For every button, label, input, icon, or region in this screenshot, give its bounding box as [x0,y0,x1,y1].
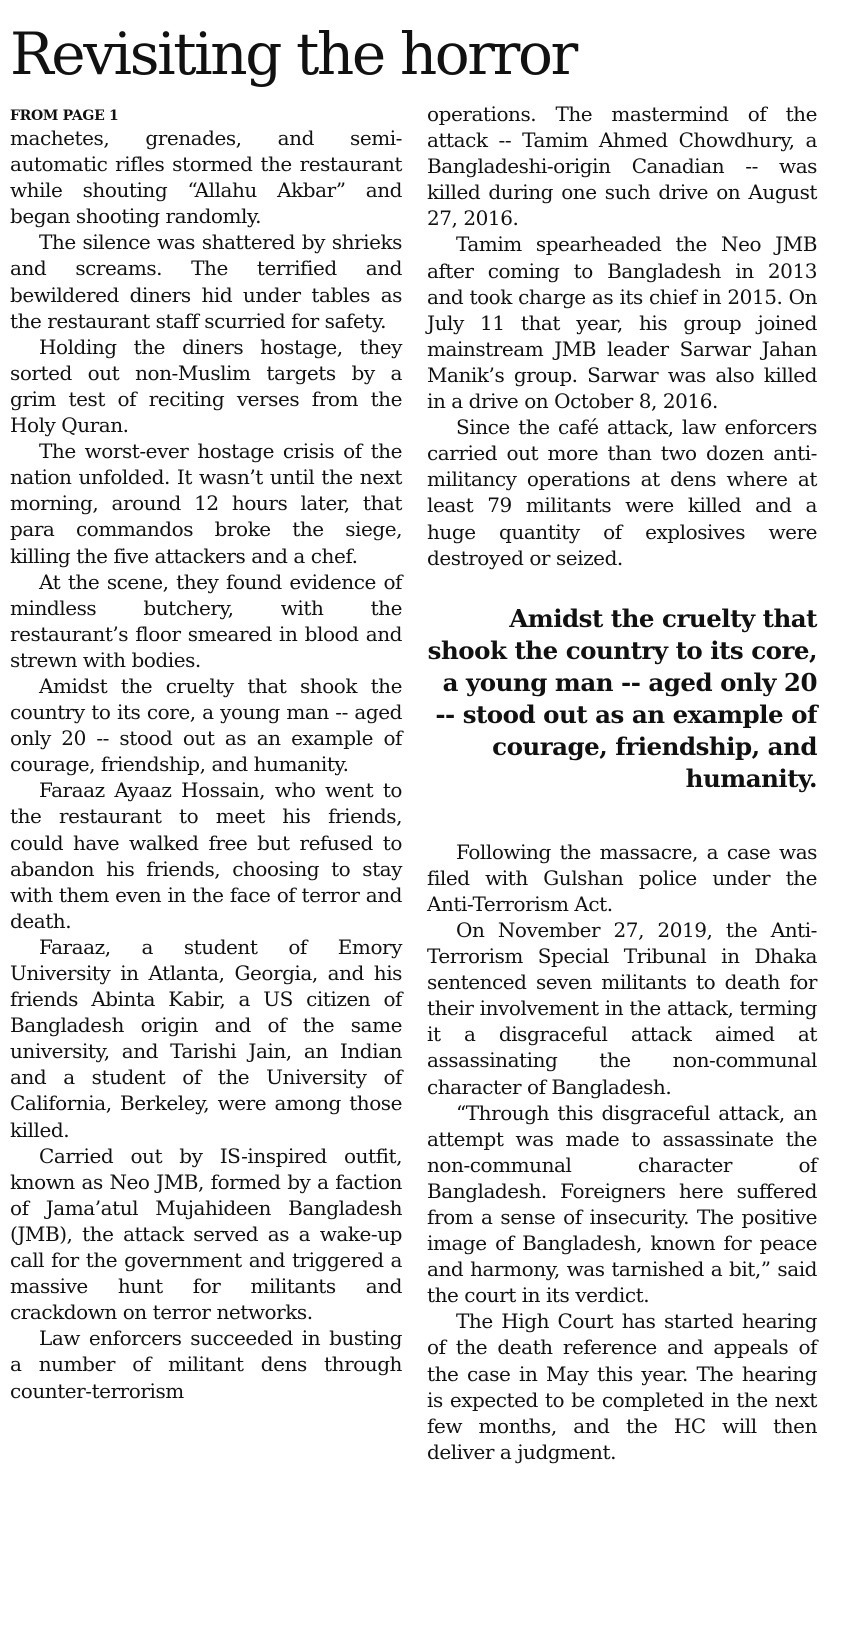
body-paragraph: Holding the diners hostage, they sorted out non-Muslim targets by a grim test of reciting verses from the Holy Quran. [10,334,402,438]
body-paragraph: The silence was shattered by shrieks and screams. The terrified and bewildered diners hid under tables as the restaurant staff scurried for safety. [10,230,402,333]
body-paragraph: On November 27, 2019, the Anti-Terrorism Special Tribunal in Dhaka sentenced seven militants to death for their involvement in the attack, terming it a disgraceful attack aimed at assassinating the non-communal character of Bangladesh. [427,917,817,1099]
left-column [10,108,402,1404]
pull-quote: Amidst the cruelty that shook the country to its core, a young man -- aged only 20 -- stood out as an example of courage, friendship, and humanity. [427,603,817,793]
body-paragraph: “Through this disgraceful attack, an attempt was made to assassinate the non-communal character of Bangladesh. Foreigners here suffered from a sense of insecurity. The positive image of Bangladesh, known for peace and harmony, was tarnished a bit,” said the court in its verdict. [427,1100,817,1308]
body-paragraph: Faraaz Ayaaz Hossain, who went to the restaurant to meet his friends, could have walked free but refused to abandon his friends, choosing to stay with them even in the face of terror and death. [10,778,402,933]
body-paragraph: The High Court has started hearing of the death reference and appeals of the case in May this year. The hearing is expected to be completed in the next few months, and the HC will then deliver a judgment. [427,1309,817,1464]
headline: Revisiting the horror [10,20,576,88]
right-column [427,102,817,1465]
body-paragraph: At the scene, they found evidence of mindless butchery, with the restaurant’s floor smeared in blood and strewn with bodies. [10,569,402,672]
body-paragraph: machetes, grenades, and semi-automatic rifles stormed the restaurant while shouting “Allahu Akbar” and began shooting randomly. [10,126,402,229]
body-paragraph: Since the café attack, law enforcers carried out more than two dozen anti-militancy operations at dens where at least 79 militants were killed and a huge quantity of explosives were destroyed or seized. [427,415,817,570]
body-paragraph: The worst-ever hostage crisis of the nation unfolded. It wasn’t until the next morning, around 12 hours later, that para commandos broke the siege, killing the five attackers and a chef. [10,439,402,568]
body-paragraph: Carried out by IS-inspired outfit, known as Neo JMB, formed by a faction of Jama’atul Mujahideen Bangladesh (JMB), the attack served as a wake-up call for the government and triggered a massive hunt for militants and crackdown on terror networks. [10,1143,402,1325]
body-paragraph: Following the massacre, a case was filed with Gulshan police under the Anti-Terrorism Act. [427,839,817,916]
body-paragraph: operations. The mastermind of the attack -- Tamim Ahmed Chowdhury, a Bangladeshi-origin Canadian -- was killed during one such drive on August 27, 2016. [427,102,817,231]
body-paragraph: Tamim spearheaded the Neo JMB after coming to Bangladesh in 2013 and took charge as its chief in 2015. On July 11 that year, his group joined mainstream JMB leader Sarwar Jahan Manik’s group. Sarwar was also killed in a drive on October 8, 2016. [427,232,817,414]
body-paragraph: Faraaz, a student of Emory University in Atlanta, Georgia, and his friends Abinta Kabir, a US citizen of Bangladesh origin and of the same university, and Tarishi Jain, an Indian and a student of the University of California, Berkeley, were among those killed. [10,934,402,1142]
body-paragraph: Amidst the cruelty that shook the country to its core, a young man -- aged only 20 -- stood out as an example of courage, friendship, and humanity. [10,673,402,777]
continuation-kicker: FROM PAGE 1 [10,108,119,124]
body-paragraph: Law enforcers succeeded in busting a number of militant dens through counter-terrorism [10,1326,402,1403]
